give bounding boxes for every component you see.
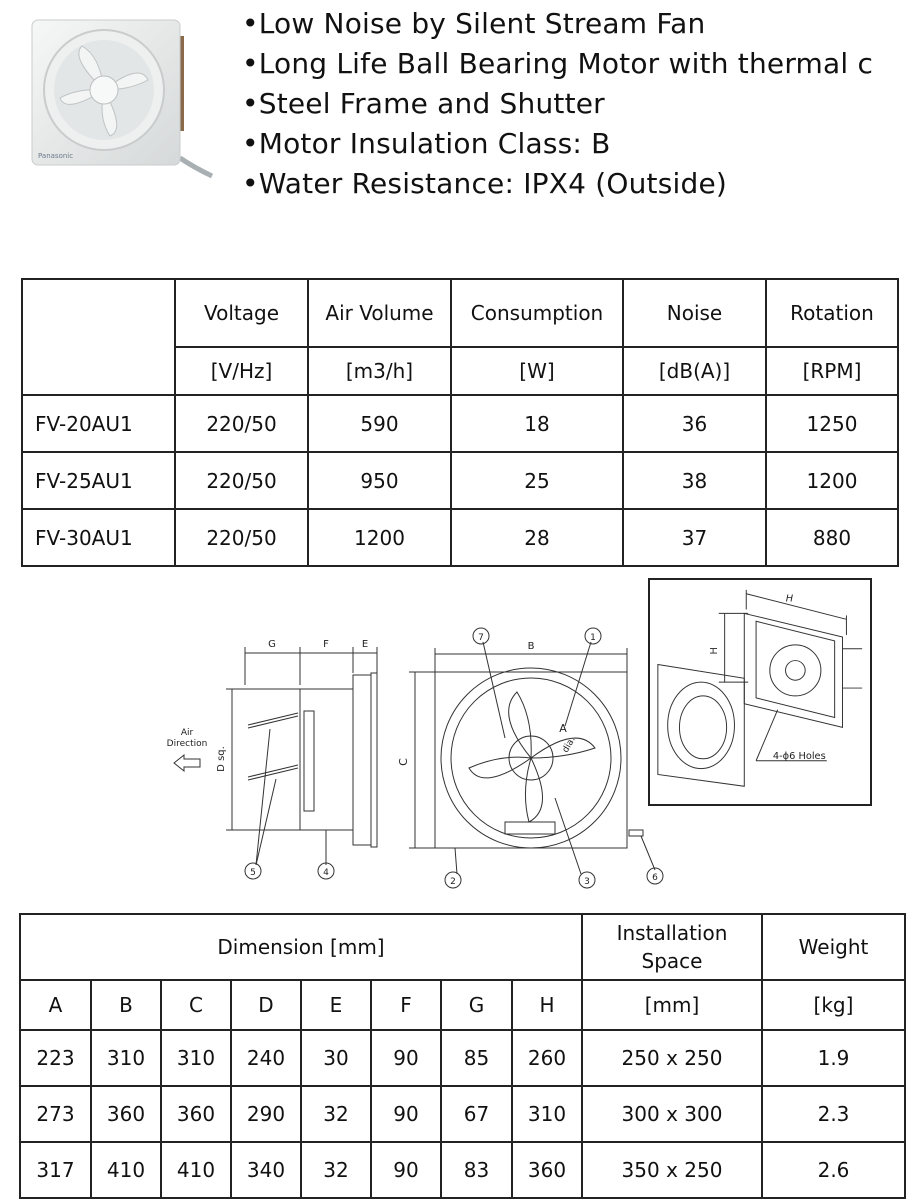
callout-6: 6 <box>652 873 658 883</box>
table-cell: 1250 <box>766 395 898 452</box>
callout-5: 5 <box>250 868 256 878</box>
spec-unit-cell: [W] <box>451 347 623 395</box>
table-cell: 340 <box>231 1142 301 1198</box>
label-dia: dia. <box>560 735 578 755</box>
feature-item: •Motor Insulation Class: B <box>242 127 611 160</box>
feature-item: •Steel Frame and Shutter <box>242 87 605 120</box>
callout-1: 1 <box>590 633 596 643</box>
spec-header-air-volume: Air Volume <box>308 279 451 347</box>
spec-table <box>21 278 899 567</box>
table-cell: 1.9 <box>762 1030 905 1086</box>
label-b: B <box>527 641 535 652</box>
dim-letter-cell: G <box>441 980 512 1030</box>
callout-3: 3 <box>584 877 590 887</box>
side-view-drawing <box>160 625 430 887</box>
holes-label: 4-ϕ6 Holes <box>772 750 826 762</box>
installation-header-line1: Installation <box>616 921 728 945</box>
feature-item: •Long Life Ball Bearing Motor with thermal c <box>242 47 874 80</box>
feature-item: •Low Noise by Silent Stream Fan <box>242 7 706 40</box>
table-cell: 36 <box>623 395 766 452</box>
spec-unit-cell: [dB(A)] <box>623 347 766 395</box>
callout-2: 2 <box>450 877 456 887</box>
table-cell: 1200 <box>766 452 898 509</box>
table-cell: 317 <box>20 1142 91 1198</box>
installation-header-line2: Space <box>641 949 703 973</box>
model-name-cell: FV-25AU1 <box>22 452 175 509</box>
table-cell: 90 <box>371 1030 441 1086</box>
install-unit-cell: [mm] <box>582 980 762 1030</box>
spec-header-noise: Noise <box>623 279 766 347</box>
table-cell: 360 <box>512 1142 582 1198</box>
product-photo <box>30 18 220 183</box>
table-cell: 300 x 300 <box>582 1086 762 1142</box>
weight-header: Weight <box>762 914 905 980</box>
table-row <box>22 509 898 566</box>
table-cell: 950 <box>308 452 451 509</box>
isometric-view-drawing <box>648 578 872 806</box>
label-a: A <box>559 722 567 735</box>
model-name-cell: FV-30AU1 <box>22 509 175 566</box>
table-cell: 310 <box>161 1030 231 1086</box>
table-cell: 260 <box>512 1030 582 1086</box>
dim-letter-cell: H <box>512 980 582 1030</box>
table-cell: 2.3 <box>762 1086 905 1142</box>
table-cell: 290 <box>231 1086 301 1142</box>
spec-header-row <box>22 279 898 347</box>
table-cell: 38 <box>623 452 766 509</box>
table-cell: 37 <box>623 509 766 566</box>
label-d-sq: D sq. <box>216 746 227 772</box>
table-cell: 2.6 <box>762 1142 905 1198</box>
table-cell: 410 <box>91 1142 161 1198</box>
dimension-header: Dimension [mm] <box>20 914 582 980</box>
installation-header <box>582 914 762 980</box>
table-row <box>22 395 898 452</box>
table-cell: 590 <box>308 395 451 452</box>
table-cell: 1200 <box>308 509 451 566</box>
table-cell: 25 <box>451 452 623 509</box>
dim-letter-cell: B <box>91 980 161 1030</box>
table-cell: 880 <box>766 509 898 566</box>
dimension-table <box>19 913 906 1199</box>
table-cell: 360 <box>91 1086 161 1142</box>
table-cell: 18 <box>451 395 623 452</box>
table-row <box>20 1030 905 1086</box>
table-cell: 85 <box>441 1030 512 1086</box>
iso-label-h-top: H <box>785 593 794 605</box>
table-cell: 350 x 250 <box>582 1142 762 1198</box>
table-row <box>22 452 898 509</box>
dim-letter-cell: C <box>161 980 231 1030</box>
callout-4: 4 <box>323 868 329 878</box>
air-label: Air <box>180 728 194 738</box>
table-cell: 32 <box>301 1086 371 1142</box>
table-row <box>20 1142 905 1198</box>
feature-item: •Water Resistance: IPX4 (Outside) <box>242 167 728 200</box>
table-cell: 30 <box>301 1030 371 1086</box>
dim-letter-cell: A <box>20 980 91 1030</box>
table-cell: 310 <box>512 1086 582 1142</box>
table-row <box>20 1086 905 1142</box>
table-cell: 360 <box>161 1086 231 1142</box>
table-cell: 67 <box>441 1086 512 1142</box>
label-c: C <box>397 758 410 766</box>
direction-label: Direction <box>166 739 208 749</box>
dim-letter-cell: F <box>371 980 441 1030</box>
table-cell: 410 <box>161 1142 231 1198</box>
spec-corner-cell <box>22 279 175 395</box>
product-brand-logo: Panasonic <box>38 152 74 160</box>
spec-header-consumption: Consumption <box>451 279 623 347</box>
dim-header-row <box>20 914 905 980</box>
label-g: G <box>268 639 276 650</box>
callout-7: 7 <box>478 633 484 643</box>
dim-letter-cell: E <box>301 980 371 1030</box>
spec-unit-cell: [V/Hz] <box>175 347 308 395</box>
table-cell: 32 <box>301 1142 371 1198</box>
table-cell: 250 x 250 <box>582 1030 762 1086</box>
table-cell: 273 <box>20 1086 91 1142</box>
weight-unit-cell: [kg] <box>762 980 905 1030</box>
table-cell: 223 <box>20 1030 91 1086</box>
front-view-drawing <box>397 622 675 892</box>
spec-header-voltage: Voltage <box>175 279 308 347</box>
table-cell: 220/50 <box>175 452 308 509</box>
table-cell: 90 <box>371 1142 441 1198</box>
label-e: E <box>361 639 369 650</box>
table-cell: 28 <box>451 509 623 566</box>
feature-list <box>242 4 902 209</box>
table-cell: 310 <box>91 1030 161 1086</box>
model-name-cell: FV-20AU1 <box>22 395 175 452</box>
table-cell: 240 <box>231 1030 301 1086</box>
dim-letter-cell: D <box>231 980 301 1030</box>
label-f: F <box>323 639 329 650</box>
spec-unit-cell: [RPM] <box>766 347 898 395</box>
table-cell: 83 <box>441 1142 512 1198</box>
dim-letter-row <box>20 980 905 1030</box>
spec-header-rotation: Rotation <box>766 279 898 347</box>
table-cell: 220/50 <box>175 395 308 452</box>
table-cell: 90 <box>371 1086 441 1142</box>
iso-label-h-side: H <box>708 647 720 655</box>
table-cell: 220/50 <box>175 509 308 566</box>
spec-unit-cell: [m3/h] <box>308 347 451 395</box>
